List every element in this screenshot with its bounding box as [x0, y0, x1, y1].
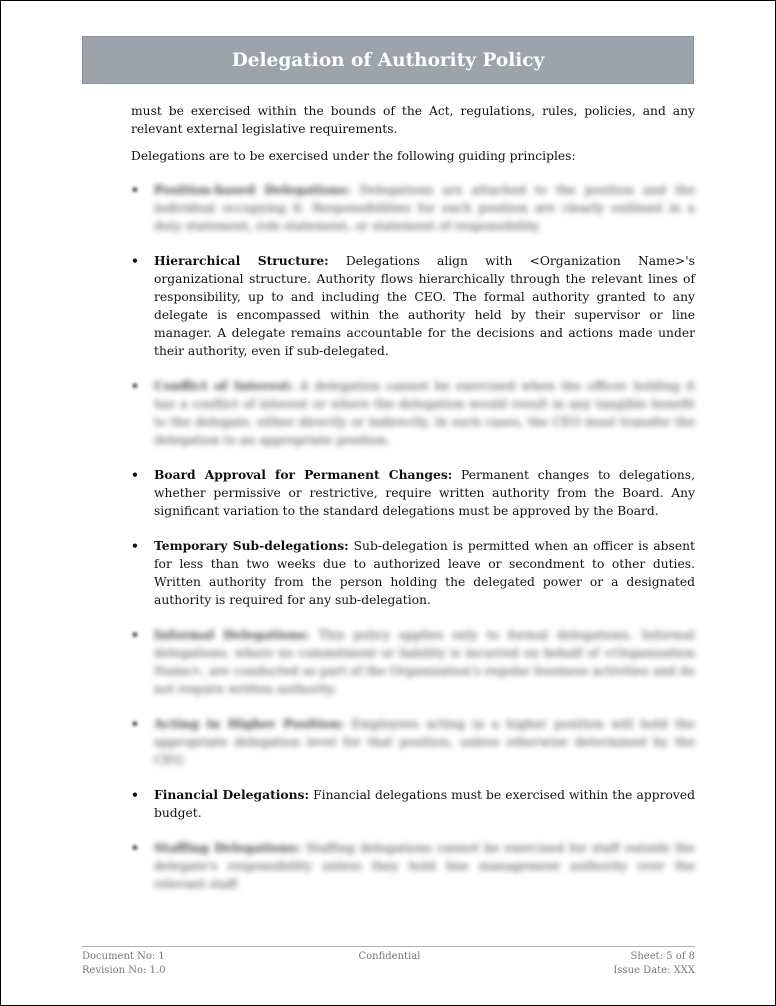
- bullet-icon: •: [131, 627, 139, 642]
- revision-number: Revision No: 1.0: [82, 965, 166, 976]
- principle-title: Staffing Delegations:: [154, 840, 301, 855]
- principle-informal-delegations: [131, 626, 695, 698]
- footer-right: [613, 950, 695, 978]
- principle-hierarchical-structure: [131, 252, 695, 360]
- principle-body: Financial delegations must be exercised within the approved budget.: [154, 788, 695, 820]
- principle-title: Hierarchical Structure:: [154, 253, 329, 268]
- principle-title: Conflict of Interest:: [154, 378, 294, 393]
- principle-body: Delegations align with <Organization Name>'s organizational structure. Authority flows hierarchically through the relevant lines of responsibility, up to and including the CEO. The formal authority granted to any delegate is encompassed within the authority held by their supervisor or line manager. A delegate remains accountable for the decisions and actions made under their authority, even if sub-delegated.: [154, 254, 695, 358]
- document-body: [131, 102, 695, 910]
- principles-intro: Delegations are to be exercised under the following guiding principles:: [131, 149, 576, 163]
- principle-conflict-of-interest: [131, 377, 695, 449]
- principle-body: Sub-delegation is permitted when an officer is absent for less than two weeks due to authorized leave or secondment to other duties. Written authority from the person holding the delegated power or a designated authority is required for any sub-delegation.: [154, 539, 695, 607]
- intro-paragraph: must be exercised within the bounds of the Act, regulations, rules, policies, and any relevant external legislative requirements.: [131, 104, 695, 136]
- principle-body: This policy applies only to formal delegations. Informal delegations, where no commitment or liability is incurred on behalf of <Organization Name>, are conducted as part of the Organization's regular business activities and do not require written authority.: [154, 628, 695, 696]
- principle-body: A delegation cannot be exercised when the officer holding it has a conflict of interest or where the delegation would result in any tangible benefit to the delegate, either directly or indirectly. In such cases, the CEO must transfer the delegation to an appropriate position.: [154, 379, 695, 447]
- principle-title: Position-based Delegations:: [154, 182, 351, 197]
- footer-left: [82, 950, 166, 978]
- bullet-icon: •: [131, 538, 139, 553]
- issue-date: Issue Date: XXX: [613, 965, 695, 976]
- principle-position-based: [131, 181, 695, 235]
- page-footer: [82, 946, 695, 978]
- principle-board-approval: [131, 466, 695, 520]
- bullet-icon: •: [131, 467, 139, 482]
- footer-center: [359, 950, 421, 978]
- sheet-number: Sheet: 5 of 8: [630, 951, 695, 962]
- principle-body: Staffing delegations cannot be exercised for staff outside the delegate's responsibility unless they hold line management authority over the relevant staff.: [154, 841, 695, 891]
- principles-list: [131, 181, 695, 893]
- document-title: Delegation of Authority Policy: [231, 49, 545, 71]
- principle-body: Delegations are attached to the position and the individual occupying it. Responsibilities for each position are clearly outlined in a duty statement, role statement, or statement of responsibility.: [154, 183, 695, 233]
- bullet-icon: •: [131, 716, 139, 731]
- principle-acting-higher-position: [131, 715, 695, 769]
- principle-title: Financial Delegations:: [154, 787, 310, 802]
- principle-title: Informal Delegations:: [154, 627, 310, 642]
- principle-title: Temporary Sub-delegations:: [154, 538, 349, 553]
- principle-title: Acting in Higher Position:: [154, 716, 345, 731]
- confidential-label: Confidential: [358, 951, 421, 962]
- document-number: Document No: 1: [82, 951, 165, 962]
- principle-staffing-delegations: [131, 839, 695, 893]
- principle-body: Employees acting in a higher position will hold the appropriate delegation level for that position, unless otherwise determined by the CEO.: [154, 717, 695, 767]
- bullet-icon: •: [131, 787, 139, 802]
- principle-title: Board Approval for Permanent Changes:: [154, 467, 453, 482]
- principle-temporary-sub-delegations: [131, 537, 695, 609]
- bullet-icon: •: [131, 253, 139, 268]
- principle-financial-delegations: [131, 786, 695, 822]
- bullet-icon: •: [131, 840, 139, 855]
- bullet-icon: •: [131, 182, 139, 197]
- header-bar: [82, 36, 694, 84]
- principle-body: Permanent changes to delegations, whether permissive or restrictive, require written authority from the Board. Any significant variation to the standard delegations must be approved by the Board.: [154, 468, 695, 518]
- bullet-icon: •: [131, 378, 139, 393]
